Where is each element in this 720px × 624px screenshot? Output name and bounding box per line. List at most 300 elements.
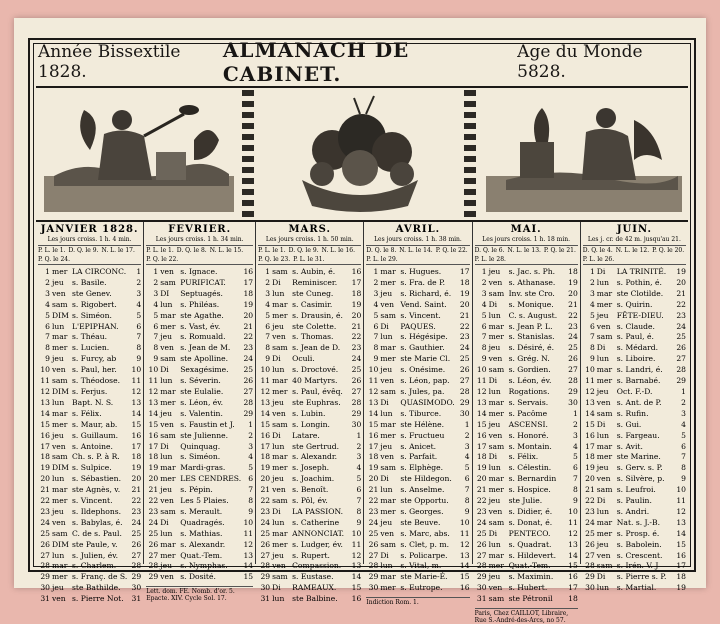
moon-age: 25	[459, 354, 470, 364]
moon-age: 10	[351, 528, 362, 538]
weekday: jeu	[596, 539, 609, 549]
saint-name: s. Eustase.	[292, 572, 334, 582]
saint-name: s. Joseph.	[292, 463, 330, 473]
day-row	[475, 322, 578, 333]
weekday: mar	[160, 386, 176, 396]
weekday: sam	[52, 528, 68, 538]
day-number: 28	[40, 561, 50, 571]
moon-age: 30	[568, 397, 578, 407]
moon-age: 13	[676, 517, 686, 527]
weekday: lun	[160, 528, 173, 538]
moon-phase-entry: P. Q. le 20.	[652, 247, 685, 254]
day-row	[146, 278, 253, 289]
moon-age: 4	[356, 463, 362, 473]
weekday: sam	[488, 594, 505, 604]
day-row	[366, 583, 469, 594]
moon-age: 19	[131, 463, 142, 473]
moon-age: 6	[136, 321, 142, 331]
day-number: 1	[589, 267, 595, 276]
moon-age: 5	[136, 310, 142, 320]
month-name: JANVIER 1828.	[40, 224, 139, 235]
day-row	[583, 452, 686, 463]
day-number: 28	[368, 561, 379, 571]
saint-name: s. Nymphas.	[180, 561, 228, 571]
moon-age: 14	[676, 528, 686, 538]
day-number: 18	[368, 452, 379, 462]
day-row	[475, 442, 578, 453]
moon-age: 21	[568, 299, 578, 309]
weekday: ven	[380, 528, 395, 538]
weekday: lun	[596, 354, 609, 364]
day-row	[258, 267, 361, 278]
saint-name: s. Tiburce.	[400, 408, 442, 418]
weekday: mer	[160, 474, 176, 484]
saint-name: ste Agnès, v.	[72, 485, 121, 495]
weekday: Di	[596, 572, 606, 582]
saint-name: s. Marc, abs.	[400, 528, 450, 538]
weekday: ven	[160, 343, 174, 353]
weekday: Di	[380, 474, 389, 484]
moon-age: 10	[676, 485, 686, 495]
moon-age: 17	[568, 583, 578, 593]
saint-name: s. Valentin.	[180, 408, 223, 418]
day-row	[583, 398, 686, 409]
weekday: mer	[52, 343, 68, 353]
day-number: 13	[40, 397, 50, 407]
weekday: mer	[160, 321, 176, 331]
day-number: 3	[589, 288, 595, 298]
moon-age: 9	[681, 474, 686, 484]
saint-name: ste Euphras.	[292, 397, 341, 407]
day-number: 29	[476, 572, 487, 582]
day-number: 26	[148, 539, 159, 549]
day-row	[146, 529, 253, 540]
day-number: 26	[260, 539, 271, 549]
saint-name: s. Médard.	[616, 343, 659, 353]
day-number: 18	[476, 452, 487, 462]
day-number: 13	[260, 397, 271, 407]
day-row	[38, 442, 141, 453]
saint-name: s. Fargeau.	[616, 430, 660, 440]
moon-age: 29	[459, 397, 470, 407]
day-row	[583, 311, 686, 322]
saint-name: L'EPIPHAN.	[72, 321, 119, 331]
day-number: 20	[476, 474, 487, 484]
weekday: lun	[596, 430, 609, 440]
day-row	[258, 376, 361, 387]
day-number: 7	[265, 332, 271, 342]
saint-name: s. Casimir.	[292, 299, 333, 309]
saint-name: s. Alexandr.	[180, 539, 226, 549]
day-row	[258, 332, 361, 343]
moon-age: 16	[351, 267, 362, 276]
month-name: AVRIL.	[395, 224, 441, 235]
weekday: lun	[52, 321, 65, 331]
day-row	[258, 311, 361, 322]
weekday: mer	[52, 419, 68, 429]
day-row	[258, 463, 361, 474]
moon-age: 24	[351, 354, 362, 364]
day-number: 3	[45, 288, 50, 298]
saint-name: s. Alexandr.	[292, 452, 338, 462]
moon-age: 26	[351, 376, 362, 386]
day-number: 8	[373, 343, 379, 353]
day-number: 16	[585, 430, 595, 440]
day-number: 24	[148, 517, 159, 527]
moon-age: 29	[676, 376, 686, 386]
saint-name: ste Julie.	[508, 496, 543, 506]
day-number: 5	[153, 310, 159, 320]
moon-age: 29	[243, 408, 254, 418]
day-row	[258, 474, 361, 485]
saint-name: s. Pacôme	[508, 408, 548, 418]
day-row	[583, 387, 686, 398]
weekday: lun	[380, 408, 393, 418]
day-row	[366, 518, 469, 529]
weekday: mar	[160, 310, 176, 320]
saint-name: PENTECO.	[508, 528, 551, 538]
saint-name: s. Maximin.	[508, 572, 554, 582]
saint-name: s. Théodose.	[72, 376, 120, 386]
weekday: mar	[488, 474, 504, 484]
day-number: 21	[585, 485, 595, 495]
moon-age: 2	[572, 419, 578, 429]
weekday: ven	[52, 288, 66, 298]
moon-age: 23	[459, 332, 470, 342]
moon-age: 19	[459, 288, 470, 298]
weekday: lun	[488, 539, 501, 549]
weekday: Di	[160, 365, 169, 375]
month-name: MARS.	[288, 224, 331, 235]
day-number: 27	[585, 550, 595, 560]
month-footnote: Indiction Rom. 1.	[366, 597, 469, 606]
saint-name: s. Richard, é.	[400, 288, 452, 298]
saint-name: FÊTE-DIEU.	[616, 310, 664, 320]
weekday: lun	[160, 299, 173, 309]
moon-age: 14	[131, 408, 142, 418]
saint-name: QUASIMODO.	[400, 397, 455, 407]
weekday: ven	[52, 441, 66, 451]
day-number: 27	[368, 550, 379, 560]
day-number: 11	[40, 376, 50, 386]
day-number: 21	[368, 485, 379, 495]
saint-name: Oculi.	[292, 354, 315, 364]
moon-age: 27	[243, 386, 254, 396]
day-row	[258, 365, 361, 376]
day-row	[583, 463, 686, 474]
almanac-sheet	[14, 18, 706, 624]
day-row	[146, 572, 253, 583]
day-number: 24	[40, 517, 50, 527]
day-row	[38, 474, 141, 485]
moon-age: 28	[459, 386, 470, 396]
moon-age: 7	[136, 332, 142, 342]
moon-age: 1	[248, 419, 254, 429]
saint-name: s. Hildevert.	[508, 550, 557, 560]
day-row	[258, 529, 361, 540]
moon-age: 12	[676, 506, 686, 516]
moon-age: 19	[568, 277, 578, 287]
almanac-title: ALMANACH DE CABINET.	[222, 38, 410, 86]
weekday: mar	[380, 572, 396, 582]
weekday: lun	[488, 386, 501, 396]
saint-name: s. Lucien.	[72, 343, 110, 353]
weekday: mer	[596, 376, 613, 386]
month-column	[143, 222, 255, 603]
day-row	[366, 332, 469, 343]
moon-age: 18	[351, 288, 362, 298]
day-row	[366, 540, 469, 551]
saint-name: s. Pépin.	[180, 485, 213, 495]
day-row	[146, 354, 253, 365]
day-row	[583, 551, 686, 562]
month-name: FEVRIER.	[168, 224, 232, 235]
day-row	[366, 365, 469, 376]
moon-age: 16	[243, 267, 254, 276]
moon-age: 8	[572, 485, 578, 495]
moon-age: 5	[572, 452, 578, 462]
day-row	[475, 583, 578, 594]
weekday: mer	[272, 310, 288, 320]
moon-age: 1	[356, 430, 362, 440]
moon-age: 5	[248, 463, 254, 473]
saint-name: s. Jean P. L.	[508, 321, 553, 331]
moon-age: 31	[131, 594, 142, 604]
day-number: 14	[476, 408, 487, 418]
moon-age: 4	[681, 419, 686, 429]
day-number: 6	[45, 321, 50, 331]
weekday: DI	[160, 288, 170, 298]
header-rule	[36, 86, 688, 88]
saint-name: s. Léon, pap.	[400, 376, 450, 386]
day-number: 6	[589, 321, 595, 331]
moon-age: 21	[131, 485, 142, 495]
day-number: 9	[265, 354, 271, 364]
weekday: lun	[596, 277, 609, 287]
day-row	[475, 496, 578, 507]
weekday: ven	[596, 397, 611, 407]
weekday: sam	[52, 452, 68, 462]
weekday: sam	[380, 539, 396, 549]
weekday: lun	[596, 506, 609, 516]
saint-name: s. Paul, évêq.	[292, 386, 343, 396]
saint-name: s. Jean de D.	[292, 343, 341, 353]
day-row	[258, 278, 361, 289]
moon-age: 15	[459, 572, 470, 582]
weekday: Di	[272, 583, 281, 593]
moon-age: 19	[676, 583, 686, 593]
moon-age: 2	[681, 397, 686, 407]
day-number: 17	[40, 441, 50, 451]
day-row	[146, 376, 253, 387]
day-row	[146, 463, 253, 474]
saint-name: Reminiscer.	[292, 277, 338, 287]
weekday: jeu	[52, 506, 64, 516]
day-number: 18	[585, 452, 595, 462]
saint-name: C. s. August.	[508, 310, 558, 320]
moon-phase-entry: D. Q. le 6.	[474, 247, 505, 254]
weekday: ven	[160, 572, 174, 582]
weekday: DIM	[52, 463, 69, 473]
saint-name: s. Irén. V. J	[616, 561, 659, 571]
month-footnote: Paris, Chez CAILLOT, Libraire, Rue S.-André-des-Arcs, no 57.	[475, 608, 578, 624]
day-number: 18	[260, 452, 271, 462]
saint-name: s. Dosité.	[180, 572, 216, 582]
moon-age: 23	[676, 310, 686, 320]
day-number: 14	[368, 408, 379, 418]
day-row	[475, 289, 578, 300]
moon-age: 2	[464, 430, 470, 440]
weekday: mer	[488, 485, 504, 495]
day-row	[146, 551, 253, 562]
day-row	[38, 594, 141, 605]
day-row	[583, 474, 686, 485]
saint-name: s. Maur, ab.	[72, 419, 118, 429]
saint-name: Ch. s. P. à R.	[72, 452, 120, 462]
day-number: 25	[148, 528, 159, 538]
ornament-column-right	[464, 90, 476, 218]
moon-age: 2	[248, 430, 254, 440]
day-number: 23	[260, 506, 271, 516]
saint-name: ste Marie-É.	[400, 572, 448, 582]
day-number: 10	[368, 365, 379, 375]
moon-phase-entry: P. L. le 29.	[366, 255, 398, 263]
moon-age: 29	[351, 408, 362, 418]
day-row	[38, 289, 141, 300]
weekday: sam	[52, 299, 68, 309]
moon-phase-entry: N. L. le 13.	[507, 247, 541, 254]
moon-age: 10	[243, 517, 254, 527]
moon-age: 24	[243, 354, 254, 364]
day-row	[38, 540, 141, 551]
weekday: mar	[380, 267, 396, 276]
month-column	[580, 222, 688, 593]
saint-name: s. Siméon.	[180, 452, 221, 462]
weekday: sam	[272, 343, 288, 353]
day-row	[146, 561, 253, 572]
day-row	[475, 278, 578, 289]
day-number: 13	[476, 397, 487, 407]
saint-name: s. Julien, év.	[72, 550, 119, 560]
saint-name: s. Félix.	[72, 408, 102, 418]
weekday: mar	[160, 463, 176, 473]
day-number: 22	[585, 496, 595, 506]
day-number: 12	[368, 386, 379, 396]
weekday: Di	[596, 496, 606, 506]
saint-name: s. Gui.	[616, 419, 642, 429]
weekday: mer	[272, 539, 288, 549]
moon-phase-entry: N. L. le 15.	[209, 247, 244, 254]
moon-age: 7	[464, 485, 470, 495]
moon-phase-entry: P. Q. le 23.	[258, 255, 291, 263]
day-row	[38, 322, 141, 333]
day-number: 10	[40, 365, 50, 375]
saint-name: Septuagés.	[180, 288, 223, 298]
weekday: jeu	[160, 561, 172, 571]
day-row	[146, 485, 253, 496]
moon-age: 26	[568, 354, 578, 364]
day-row	[366, 267, 469, 278]
saint-name: s. Basile.	[72, 277, 107, 287]
moon-age: 22	[568, 310, 578, 320]
day-row	[583, 354, 686, 365]
day-number: 5	[265, 310, 271, 320]
weekday: ven	[380, 452, 395, 462]
weekday: mer	[380, 430, 396, 440]
saint-name: s. Vincent.	[72, 496, 113, 506]
moon-age: 18	[459, 277, 470, 287]
moon-age: 9	[464, 506, 470, 516]
saint-name: LA PASSION.	[292, 506, 344, 516]
saint-name: s. Vast, év.	[180, 321, 221, 331]
weekday: Di	[160, 441, 169, 451]
day-number: 19	[476, 463, 487, 473]
moon-age: 27	[131, 550, 142, 560]
day-number: 30	[368, 583, 379, 593]
moon-age: 4	[572, 441, 578, 451]
day-number: 6	[373, 321, 379, 331]
moon-age: 6	[464, 474, 470, 484]
day-number: 15	[148, 419, 159, 429]
day-number: 21	[148, 485, 159, 495]
weekday: jeu	[52, 277, 64, 287]
moon-age: 10	[568, 506, 578, 516]
moon-age: 17	[676, 561, 686, 571]
header	[38, 38, 686, 86]
saint-name: s. Sulpice.	[72, 463, 112, 473]
day-list	[38, 267, 141, 605]
day-row	[583, 518, 686, 529]
day-number: 26	[476, 539, 487, 549]
day-row	[583, 332, 686, 343]
moon-age: 18	[243, 288, 254, 298]
moon-phase-entry: D. Q. le 9.	[68, 247, 99, 254]
saint-name: Bapt. N. S.	[72, 397, 114, 407]
moon-phases	[583, 245, 686, 265]
moon-age: 12	[459, 539, 470, 549]
weekday: jeu	[488, 496, 501, 506]
day-row	[146, 322, 253, 333]
weekday: jeu	[380, 288, 393, 298]
moon-age: 16	[459, 583, 470, 593]
day-row	[38, 452, 141, 463]
saint-name: s. Vital, m.	[400, 561, 442, 571]
saint-name: ste Agathe.	[180, 310, 224, 320]
moon-phase-entry: P. L. le 28.	[474, 255, 506, 263]
day-row	[475, 376, 578, 387]
day-number: 17	[148, 441, 159, 451]
day-row	[258, 518, 361, 529]
moon-age: 25	[676, 332, 686, 342]
day-number: 9	[589, 354, 595, 364]
weekday: sam	[52, 376, 68, 386]
moon-age: 19	[676, 267, 686, 276]
weekday: Di	[488, 299, 498, 309]
saint-name: Mardi-gras.	[180, 463, 226, 473]
moon-age: 1	[572, 408, 578, 418]
day-row	[258, 409, 361, 420]
moon-age: 3	[248, 441, 254, 451]
moon-age: 1	[681, 386, 686, 396]
weekday: jeu	[596, 386, 609, 396]
moon-age: 23	[243, 343, 254, 353]
moon-age: 8	[464, 496, 470, 506]
day-number: 27	[148, 550, 159, 560]
saint-name: 40 Martyrs.	[292, 376, 338, 386]
moon-age: 20	[568, 288, 578, 298]
weekday: jeu	[488, 419, 501, 429]
weekday: lun	[596, 583, 609, 593]
